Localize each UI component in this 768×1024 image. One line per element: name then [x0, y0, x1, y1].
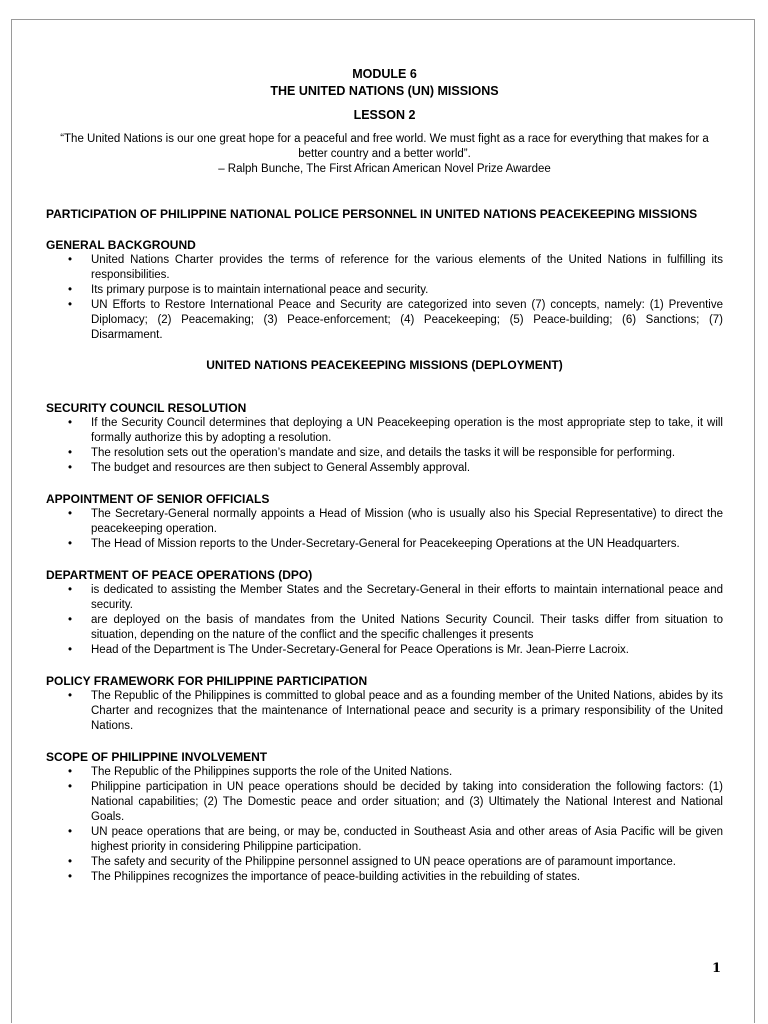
module-label: MODULE 6	[352, 67, 417, 81]
policy-framework-heading: POLICY FRAMEWORK FOR PHILIPPINE PARTICIPATION	[46, 674, 368, 688]
list-item: • is dedicated to assisting the Member States and the Secretary-General in their efforts to maintain international peace and security.	[46, 583, 723, 613]
general-background-list	[46, 253, 723, 343]
list-item: • The Republic of the Philippines supports the role of the United Nations.	[46, 765, 723, 780]
module-title: THE UNITED NATIONS (UN) MISSIONS	[270, 84, 499, 98]
list-item: • Its primary purpose is to maintain international peace and security.	[46, 283, 723, 298]
security-council-heading: SECURITY COUNCIL RESOLUTION	[46, 401, 247, 415]
senior-officials-list	[46, 507, 723, 552]
page-number: 1	[711, 961, 721, 976]
list-item: • The Republic of the Philippines is committed to global peace and as a founding member of the United Nations, abides by its Charter and recognizes that the maintenance of International peace and security is a primary responsibility of the United Nations.	[46, 689, 723, 734]
list-item: • UN peace operations that are being, or may be, conducted in Southeast Asia and other areas of Asia Pacific will be given highest priority in considering Philippine participation.	[46, 825, 723, 855]
main-heading: PARTICIPATION OF PHILIPPINE NATIONAL POLICE PERSONNEL IN UNITED NATIONS PEACEKEEPING MISSIONS	[46, 207, 698, 221]
document-page	[11, 19, 755, 1023]
deployment-heading: UNITED NATIONS PEACEKEEPING MISSIONS (DEPLOYMENT)	[206, 358, 563, 372]
list-item: • The resolution sets out the operation’s mandate and size, and details the tasks it will be responsible for performing.	[46, 446, 723, 461]
list-item: • The budget and resources are then subject to General Assembly approval.	[46, 461, 723, 476]
list-item: • The Secretary-General normally appoints a Head of Mission (who is usually also his Special Representative) to direct the peacekeeping operation.	[46, 507, 723, 537]
scope-list	[46, 765, 723, 885]
dpo-list	[46, 583, 723, 658]
general-background-heading: GENERAL BACKGROUND	[46, 238, 196, 252]
lesson-label: LESSON 2	[353, 108, 416, 122]
document-content	[46, 66, 723, 885]
list-item: • are deployed on the basis of mandates from the United Nations Security Council. Their tasks differ from situation to situation, depending on the nature of the conflict and the specific challenges it presents	[46, 613, 723, 643]
list-item: • Philippine participation in UN peace operations should be decided by taking into consideration the following factors: (1) National capabilities; (2) The Domestic peace and order situation; and (3) Ultimately the National Interest and National Goals.	[46, 780, 723, 825]
list-item: • United Nations Charter provides the terms of reference for the various elements of the United Nations in fulfilling its responsibilities.	[46, 253, 723, 283]
quote-text: “The United Nations is our one great hope for a peaceful and free world. We must fight as a race for everything that makes for a better country and a better world”.	[60, 133, 709, 160]
list-item: • The Philippines recognizes the importance of peace-building activities in the rebuilding of states.	[46, 870, 723, 885]
security-council-list	[46, 416, 723, 476]
quote-attribution: – Ralph Bunche, The First African American Novel Prize Awardee	[218, 163, 551, 175]
list-item: • The safety and security of the Philippine personnel assigned to UN peace operations are of paramount importance.	[46, 855, 723, 870]
list-item: • UN Efforts to Restore International Peace and Security are categorized into seven (7) concepts, namely: (1) Preventive Diplomacy; (2) Peacemaking; (3) Peace-enforcement; (4) Peacekeeping; (5) Peace-building; (6) Sanctions; (7) Disarmament.	[46, 298, 723, 343]
list-item: • If the Security Council determines that deploying a UN Peacekeeping operation is the most appropriate step to take, it will formally authorize this by adopting a resolution.	[46, 416, 723, 446]
policy-framework-list	[46, 689, 723, 734]
senior-officials-heading: APPOINTMENT OF SENIOR OFFICIALS	[46, 492, 270, 506]
dpo-heading: DEPARTMENT OF PEACE OPERATIONS (DPO)	[46, 568, 313, 582]
list-item: • Head of the Department is The Under-Secretary-General for Peace Operations is Mr. Jean-Pierre Lacroix.	[46, 643, 723, 658]
list-item: • The Head of Mission reports to the Under-Secretary-General for Peacekeeping Operations at the UN Headquarters.	[46, 537, 723, 552]
scope-heading: SCOPE OF PHILIPPINE INVOLVEMENT	[46, 750, 268, 764]
